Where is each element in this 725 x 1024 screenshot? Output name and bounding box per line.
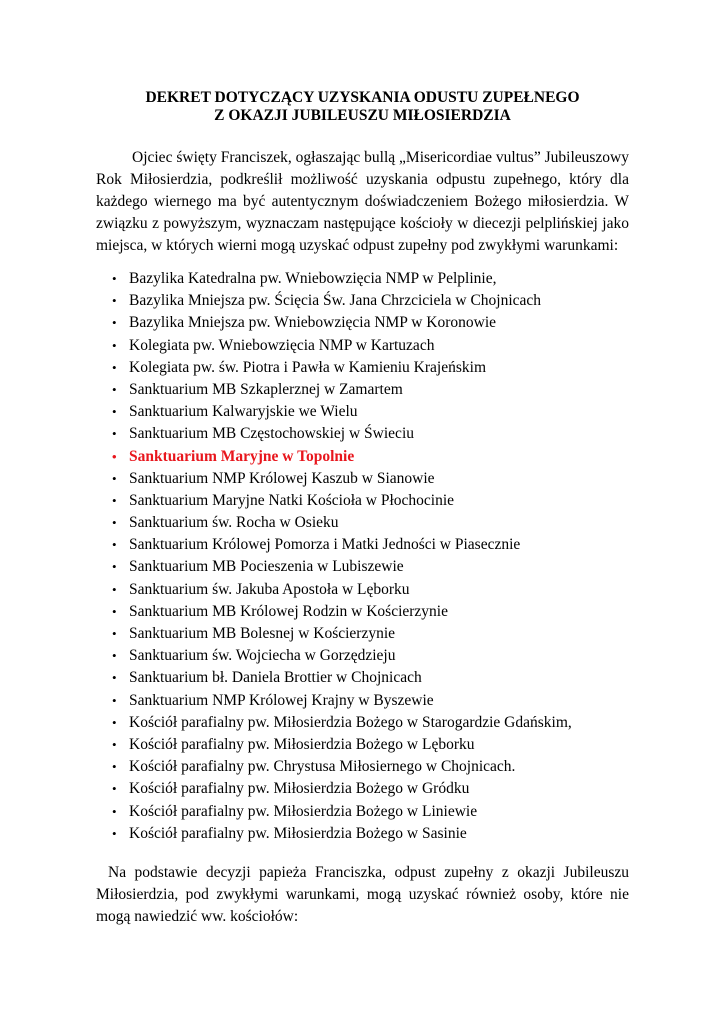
church-name: Sanktuarium NMP Królowej Kaszub w Sianowie [129,469,435,487]
church-list-item [96,778,629,800]
church-list-item [96,712,629,734]
bullet-icon: • [112,603,117,619]
bullet-icon: • [112,404,117,420]
church-list [96,268,629,845]
church-list-item [96,645,629,667]
bullet-icon: • [112,293,117,309]
bullet-icon: • [112,359,117,375]
church-list-item [96,312,629,334]
church-list-item [96,690,629,712]
bullet-icon: • [112,648,117,664]
church-name: Bazylika Mniejsza pw. Wniebowzięcia NMP w Koronowie [129,314,497,332]
church-list-item [96,335,629,357]
church-name: Kościół parafialny pw. Miłosierdzia Bożego w Gródku [129,780,470,798]
bullet-icon: • [112,736,117,752]
church-name: Sanktuarium MB Szkaplerznej w Zamartem [129,380,403,398]
church-name: Sanktuarium św. Wojciecha w Gorzędzieju [129,647,396,665]
church-name: Bazylika Katedralna pw. Wniebowzięcia NMP w Pelplinie, [129,270,497,287]
church-name: Sanktuarium MB Bolesnej w Kościerzynie [129,625,396,642]
church-list-item [96,268,629,290]
bullet-icon: • [112,271,117,286]
church-list-item [96,357,629,379]
church-name: Kościół parafialny pw. Miłosierdzia Bożego w Starogardzie Gdańskim, [129,713,572,731]
church-list-item [96,823,629,845]
bullet-icon: • [112,825,117,841]
church-list-item [96,290,629,312]
church-list-item-highlighted [96,446,629,468]
church-list-item [96,623,629,645]
church-name: Sanktuarium MB Pocieszenia w Lubiszewie [129,558,404,576]
bullet-icon: • [112,759,117,775]
church-list-item [96,534,629,556]
church-name: Sanktuarium Kalwaryjskie we Wielu [129,403,358,421]
church-name: Sanktuarium Maryjne Natki Kościoła w Płochocinie [129,491,455,509]
church-list-item [96,401,629,423]
church-list-item [96,734,629,756]
bullet-icon: • [112,581,117,597]
church-name: Sanktuarium bł. Daniela Brottier w Chojnicach [129,669,422,687]
church-name: Kościół parafialny pw. Chrystusa Miłosiernego w Chojnicach. [129,758,516,776]
church-name: Sanktuarium Królowej Pomorza i Matki Jedności w Piasecznie [129,536,521,554]
document-title-line-2: Z OKAZJI JUBILEUSZU MIŁOSIERDZIA [214,107,511,124]
church-name: Sanktuarium MB Częstochowskiej w Świeciu [129,425,414,443]
church-name: Bazylika Mniejsza pw. Ścięcia Św. Jana Chrzciciela w Chojnicach [129,292,542,310]
church-list-item [96,468,629,490]
church-name: Sanktuarium MB Królowej Rodzin w Kościerzynie [129,602,448,620]
bullet-icon: • [112,426,117,442]
bullet-icon: • [112,315,117,331]
bullet-icon: • [112,381,117,397]
closing-paragraph: Na podstawie decyzji papieża Franciszka, odpust zupełny z okazji Jubileuszu Miłosierdzia, pod zwykłymi warunkami, mogą uzyskać również osoby, które nie mogą nawiedzić ww. kościołów: [96,864,629,925]
intro-paragraph: Ojciec święty Franciszek, ogłaszając bullą „Misericordiae vultus” Jubileuszowy Rok Miłosierdzia, podkreślił możliwość uzyskania odpustu zupełnego, który dla każdego wiernego ma być autentycznym doświadczeniem Bożego miłosierdzia. W związku z powyższym, wyznaczam następujące kościoły w diecezji pelplińskiej jako miejsca, w których wierni mogą uzyskać odpust zupełny pod zwykłymi warunkami: [96,149,629,254]
bullet-icon: • [112,448,117,464]
bullet-icon: • [112,470,117,486]
church-name: Kościół parafialny pw. Miłosierdzia Bożego w Sasinie [129,824,467,842]
bullet-icon: • [112,626,117,641]
church-list-item [96,756,629,778]
church-list-item [96,490,629,512]
bullet-icon: • [112,670,117,686]
church-name: Sanktuarium św. Jakuba Apostoła w Lęborku [129,580,410,598]
document-title-line-1: DEKRET DOTYCZĄCY UZYSKANIA ODUSTU ZUPEŁNEGO [145,89,580,106]
bullet-icon: • [112,537,117,553]
bullet-icon: • [112,781,117,797]
church-list-item [96,379,629,401]
church-name-highlighted: Sanktuarium Maryjne w Topolnie [129,447,355,465]
church-name: Kościół parafialny pw. Miłosierdzia Bożego w Lęborku [129,735,475,753]
church-list-item [96,601,629,623]
bullet-icon: • [112,559,117,575]
bullet-icon: • [112,492,117,508]
bullet-icon: • [112,803,117,819]
bullet-icon: • [112,692,117,708]
church-list-item [96,423,629,445]
church-list-item [96,801,629,823]
church-list-item [96,512,629,534]
church-list-item [96,579,629,601]
church-list-item [96,667,629,689]
church-name: Kolegiata pw. Wniebowzięcia NMP w Kartuzach [129,336,435,354]
church-name: Kolegiata pw. św. Piotra i Pawła w Kamieniu Krajeńskim [129,358,486,376]
bullet-icon: • [112,714,117,730]
bullet-icon: • [112,515,117,531]
church-name: Sanktuarium NMP Królowej Krajny w Byszewie [129,691,434,709]
church-list-item [96,556,629,578]
bullet-icon: • [112,337,117,353]
church-name: Kościół parafialny pw. Miłosierdzia Bożego w Liniewie [129,802,478,820]
church-name: Sanktuarium św. Rocha w Osieku [129,514,339,532]
